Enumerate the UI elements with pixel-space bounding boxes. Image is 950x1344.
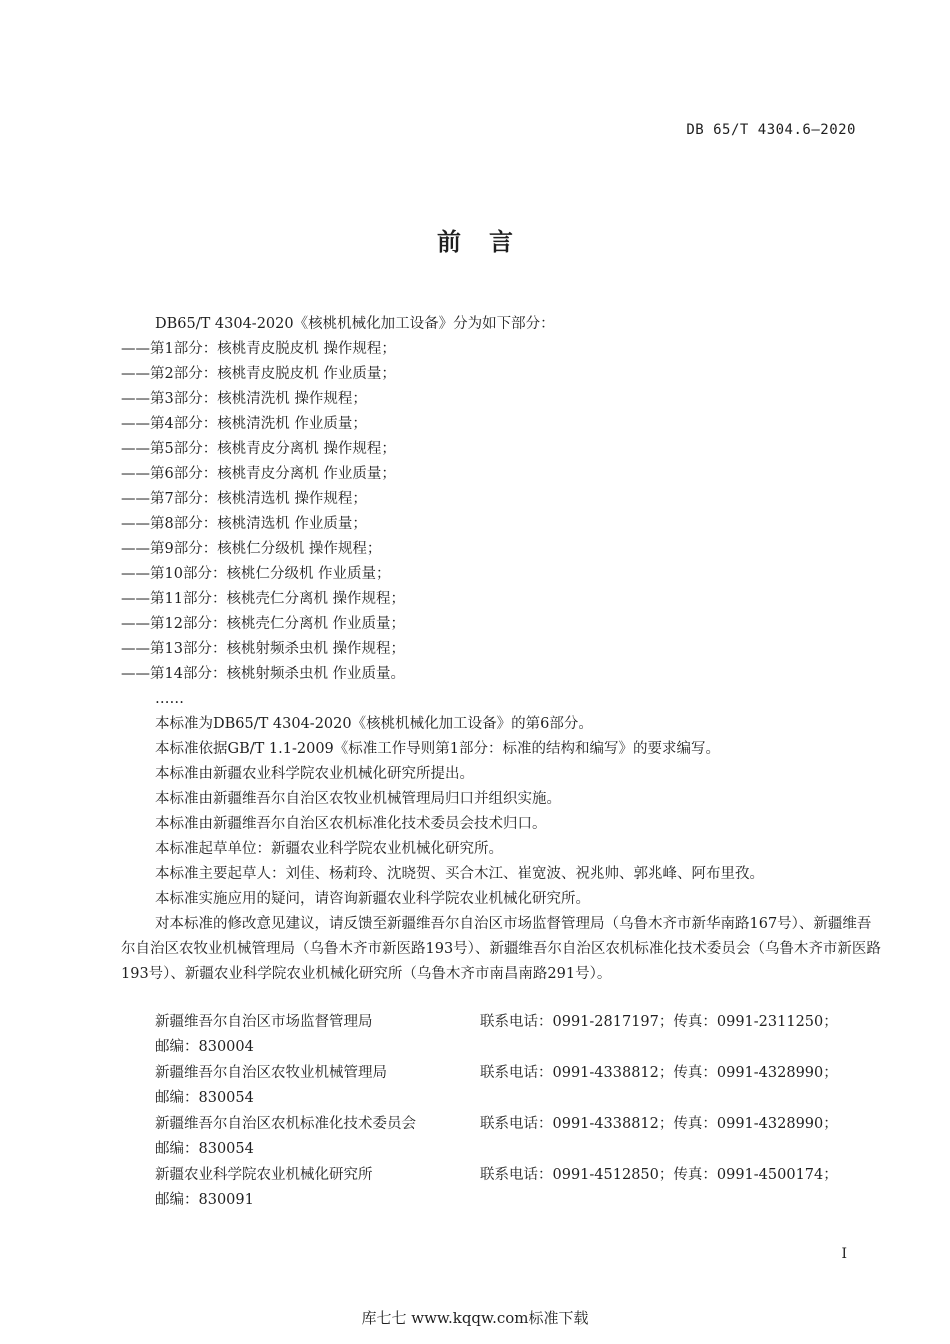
contact-phone: 联系电话：0991-4512850；传真：0991-4500174； bbox=[480, 1167, 838, 1183]
page-title: 前言 bbox=[437, 228, 541, 256]
contact-phone: 联系电话：0991-2817197；传真：0991-2311250； bbox=[480, 1014, 838, 1030]
statement-line: 本标准主要起草人：刘佳、杨莉玲、沈晓贺、买合木江、崔宽波、祝兆帅、郭兆峰、阿布里孜。 bbox=[155, 866, 764, 882]
contact-entry bbox=[155, 1112, 855, 1163]
part-item: ——第8部分：核桃清选机 作业质量； bbox=[121, 516, 367, 532]
statement-line: 本标准起草单位：新疆农业科学院农业机械化研究所。 bbox=[155, 841, 503, 857]
contact-entry bbox=[155, 1010, 855, 1061]
part-item: ——第5部分：核桃青皮分离机 操作规程； bbox=[121, 441, 396, 457]
part-item: ——第9部分：核桃仁分级机 操作规程； bbox=[121, 541, 382, 557]
contact-entry bbox=[155, 1061, 855, 1112]
statement-line: 本标准为DB65/T 4304-2020《核桃机械化加工设备》的第6部分。 bbox=[155, 716, 593, 732]
foreword-body bbox=[121, 312, 881, 987]
contact-org: 新疆维吾尔自治区农牧业机械管理局 bbox=[155, 1065, 387, 1081]
feedback-paragraph: 对本标准的修改意见建议，请反馈至新疆维吾尔自治区市场监督管理局（乌鲁木齐市新华南路167号）、新疆维吾尔自治区农牧业机械管理局（乌鲁木齐市新医路193号）、新疆维吾尔自治区农机标准化技术委员会（乌鲁木齐市新医路193号）、新疆农业科学院农业机械化研究所（乌鲁木齐市南昌南路291号）。 bbox=[121, 916, 881, 982]
ellipsis: …… bbox=[155, 691, 184, 707]
statement-line: 本标准实施应用的疑问，请咨询新疆农业科学院农业机械化研究所。 bbox=[155, 891, 590, 907]
part-item: ——第2部分：核桃青皮脱皮机 作业质量； bbox=[121, 366, 396, 382]
part-item: ——第3部分：核桃清洗机 操作规程； bbox=[121, 391, 367, 407]
contact-entry bbox=[155, 1163, 855, 1214]
statement-line: 本标准由新疆维吾尔自治区农牧业机械管理局归口并组织实施。 bbox=[155, 791, 561, 807]
contact-postcode: 邮编：830004 bbox=[155, 1039, 254, 1055]
footer-watermark: 库七七 www.kqqw.com标准下载 bbox=[361, 1309, 589, 1327]
intro-line: DB65/T 4304-2020《核桃机械化加工设备》分为如下部分： bbox=[155, 316, 555, 332]
part-item: ——第6部分：核桃青皮分离机 作业质量； bbox=[121, 466, 396, 482]
contact-org: 新疆农业科学院农业机械化研究所 bbox=[155, 1167, 373, 1183]
statement-line: 本标准依据GB/T 1.1-2009《标准工作导则第1部分：标准的结构和编写》的要求编写。 bbox=[155, 741, 720, 757]
part-item: ——第11部分：核桃壳仁分离机 操作规程； bbox=[121, 591, 406, 607]
contact-postcode: 邮编：830054 bbox=[155, 1141, 254, 1157]
part-item: ——第1部分：核桃青皮脱皮机 操作规程； bbox=[121, 341, 396, 357]
part-item: ——第7部分：核桃清选机 操作规程； bbox=[121, 491, 367, 507]
page-number: I bbox=[841, 1246, 847, 1262]
standard-code: DB 65/T 4304.6—2020 bbox=[686, 122, 856, 138]
part-item: ——第14部分：核桃射频杀虫机 作业质量。 bbox=[121, 666, 406, 682]
contact-org: 新疆维吾尔自治区市场监督管理局 bbox=[155, 1014, 373, 1030]
part-item: ——第13部分：核桃射频杀虫机 操作规程； bbox=[121, 641, 406, 657]
part-item: ——第12部分：核桃壳仁分离机 作业质量； bbox=[121, 616, 406, 632]
contact-postcode: 邮编：830054 bbox=[155, 1090, 254, 1106]
part-item: ——第4部分：核桃清洗机 作业质量； bbox=[121, 416, 367, 432]
contact-phone: 联系电话：0991-4338812；传真：0991-4328990； bbox=[480, 1116, 838, 1132]
contact-list bbox=[155, 1010, 855, 1214]
statement-line: 本标准由新疆维吾尔自治区农机标准化技术委员会技术归口。 bbox=[155, 816, 547, 832]
contact-phone: 联系电话：0991-4338812；传真：0991-4328990； bbox=[480, 1065, 838, 1081]
part-item: ——第10部分：核桃仁分级机 作业质量； bbox=[121, 566, 391, 582]
contact-postcode: 邮编：830091 bbox=[155, 1192, 254, 1208]
contact-org: 新疆维吾尔自治区农机标准化技术委员会 bbox=[155, 1116, 416, 1132]
statement-line: 本标准由新疆农业科学院农业机械化研究所提出。 bbox=[155, 766, 474, 782]
